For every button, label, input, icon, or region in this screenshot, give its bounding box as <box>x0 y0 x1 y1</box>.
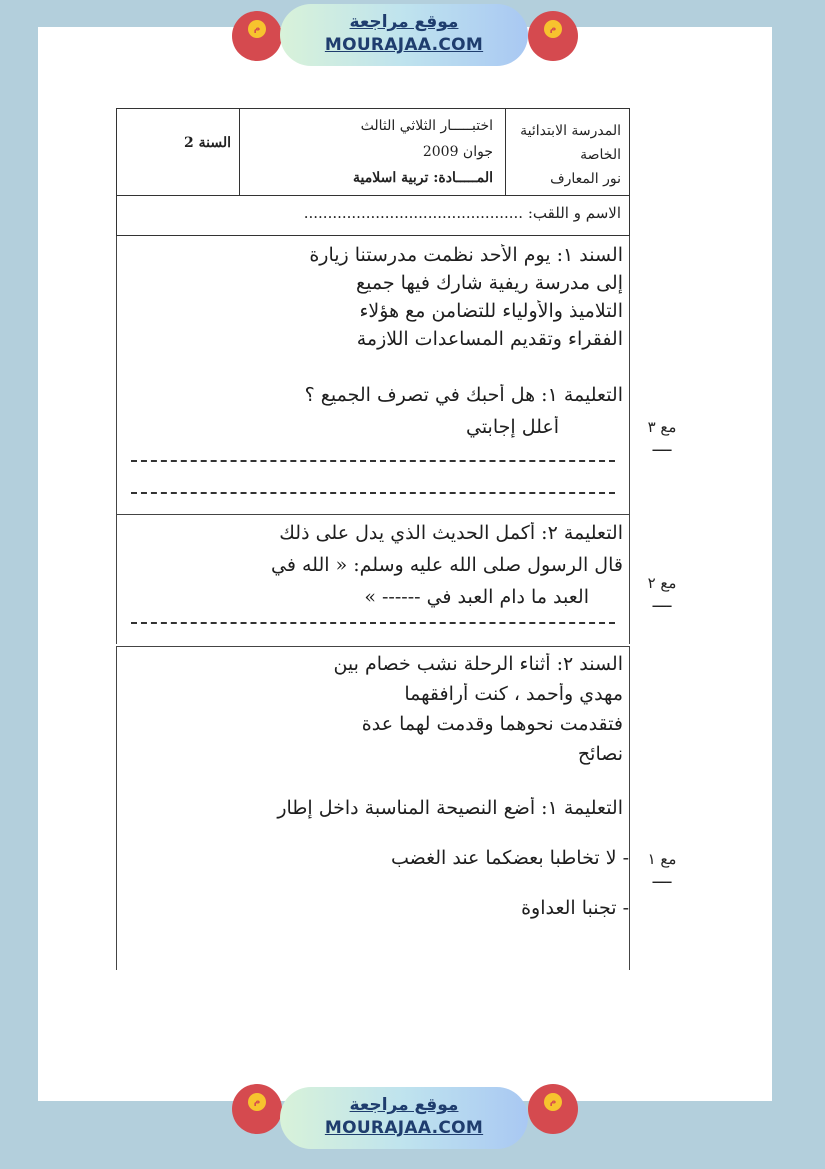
logo-mark-icon: م <box>544 20 562 38</box>
score-sign: ــــ <box>652 868 672 887</box>
question-2: التعليمة ٢: أكمل الحديث الذي يدل على ذلك <box>279 522 623 544</box>
option-item[interactable]: - لا تخاطبا بعضكما عند الغضب <box>390 847 629 869</box>
context-line: التلاميذ والأولياء للتضامن مع هؤلاء <box>359 300 623 322</box>
site-name-latin: MOURAJAA.COM <box>324 35 484 55</box>
name-blank: .............................................. <box>303 204 524 222</box>
answer-line[interactable] <box>131 460 615 462</box>
section-2 <box>116 646 630 970</box>
site-name-arabic: موقع مراجعة <box>349 1095 459 1115</box>
question-1: التعليمة ١: أضع النصيحة المناسبة داخل إطار <box>277 797 623 819</box>
school-line: المدرسة الابتدائية <box>520 123 621 139</box>
context-line: نصائح <box>577 743 623 765</box>
context-line: الفقراء وتقديم المساعدات اللازمة <box>356 328 623 350</box>
question-1-prompt: أعلل إجابتي <box>465 416 559 438</box>
logo-mark-icon: م <box>248 1093 266 1111</box>
exam-header <box>116 108 630 196</box>
exam-subject: المـــــادة: تربية اسلامية <box>353 170 493 186</box>
site-banner-bottom[interactable] <box>280 1087 528 1149</box>
score-mark <box>632 574 692 611</box>
school-line: الخاصة <box>580 147 621 163</box>
context-line: فتقدمت نحوهما وقدمت لهما عدة <box>361 713 623 735</box>
site-logo <box>528 1084 578 1134</box>
section-1 <box>116 236 630 644</box>
score-mark <box>632 850 692 887</box>
score-sign: ــــ <box>652 592 672 611</box>
exam-title: اختبـــــار الثلاثي الثالث <box>360 118 493 134</box>
answer-line[interactable] <box>131 492 615 494</box>
site-name-latin: MOURAJAA.COM <box>324 1118 484 1138</box>
score-label: مع ٣ <box>647 418 677 436</box>
score-label: مع ٢ <box>647 574 677 592</box>
site-name-arabic: موقع مراجعة <box>349 12 459 32</box>
school-year: السنة 2 <box>184 135 231 151</box>
school-line: نور المعارف <box>550 171 621 187</box>
logo-mark-icon: م <box>248 20 266 38</box>
exam-info-cell <box>239 109 505 195</box>
hadith-line: العبد ما دام العبد في ------ » <box>364 586 589 608</box>
question-1: التعليمة ١: هل أحبك في تصرف الجميع ؟ <box>304 384 623 406</box>
school-cell <box>505 109 629 195</box>
student-name-field[interactable] <box>116 196 630 236</box>
option-item[interactable]: - تجنبا العداوة <box>521 897 629 919</box>
exam-sheet <box>116 108 630 970</box>
hadith-line: قال الرسول صلى الله عليه وسلم: « الله في <box>271 554 623 576</box>
site-banner-top[interactable] <box>280 4 528 66</box>
answer-line[interactable] <box>131 622 615 624</box>
score-mark <box>632 418 692 455</box>
score-label: مع ١ <box>647 850 677 868</box>
context-line: إلى مدرسة ريفية شارك فيها جميع <box>355 272 623 294</box>
section-divider <box>117 514 629 515</box>
context-line: السند ٢: أثناء الرحلة نشب خصام بين <box>333 653 623 675</box>
site-logo <box>232 11 282 61</box>
score-sign: ــــ <box>652 436 672 455</box>
context-line: مهدي وأحمد ، كنت أرافقهما <box>404 683 623 705</box>
logo-mark-icon: م <box>544 1093 562 1111</box>
site-logo <box>232 1084 282 1134</box>
exam-date: جوان 2009 <box>422 144 493 160</box>
name-label: الاسم و اللقب: <box>527 204 621 222</box>
year-cell <box>118 109 239 195</box>
site-logo <box>528 11 578 61</box>
context-line: السند ١: يوم الأحد نظمت مدرستنا زيارة <box>309 244 623 266</box>
